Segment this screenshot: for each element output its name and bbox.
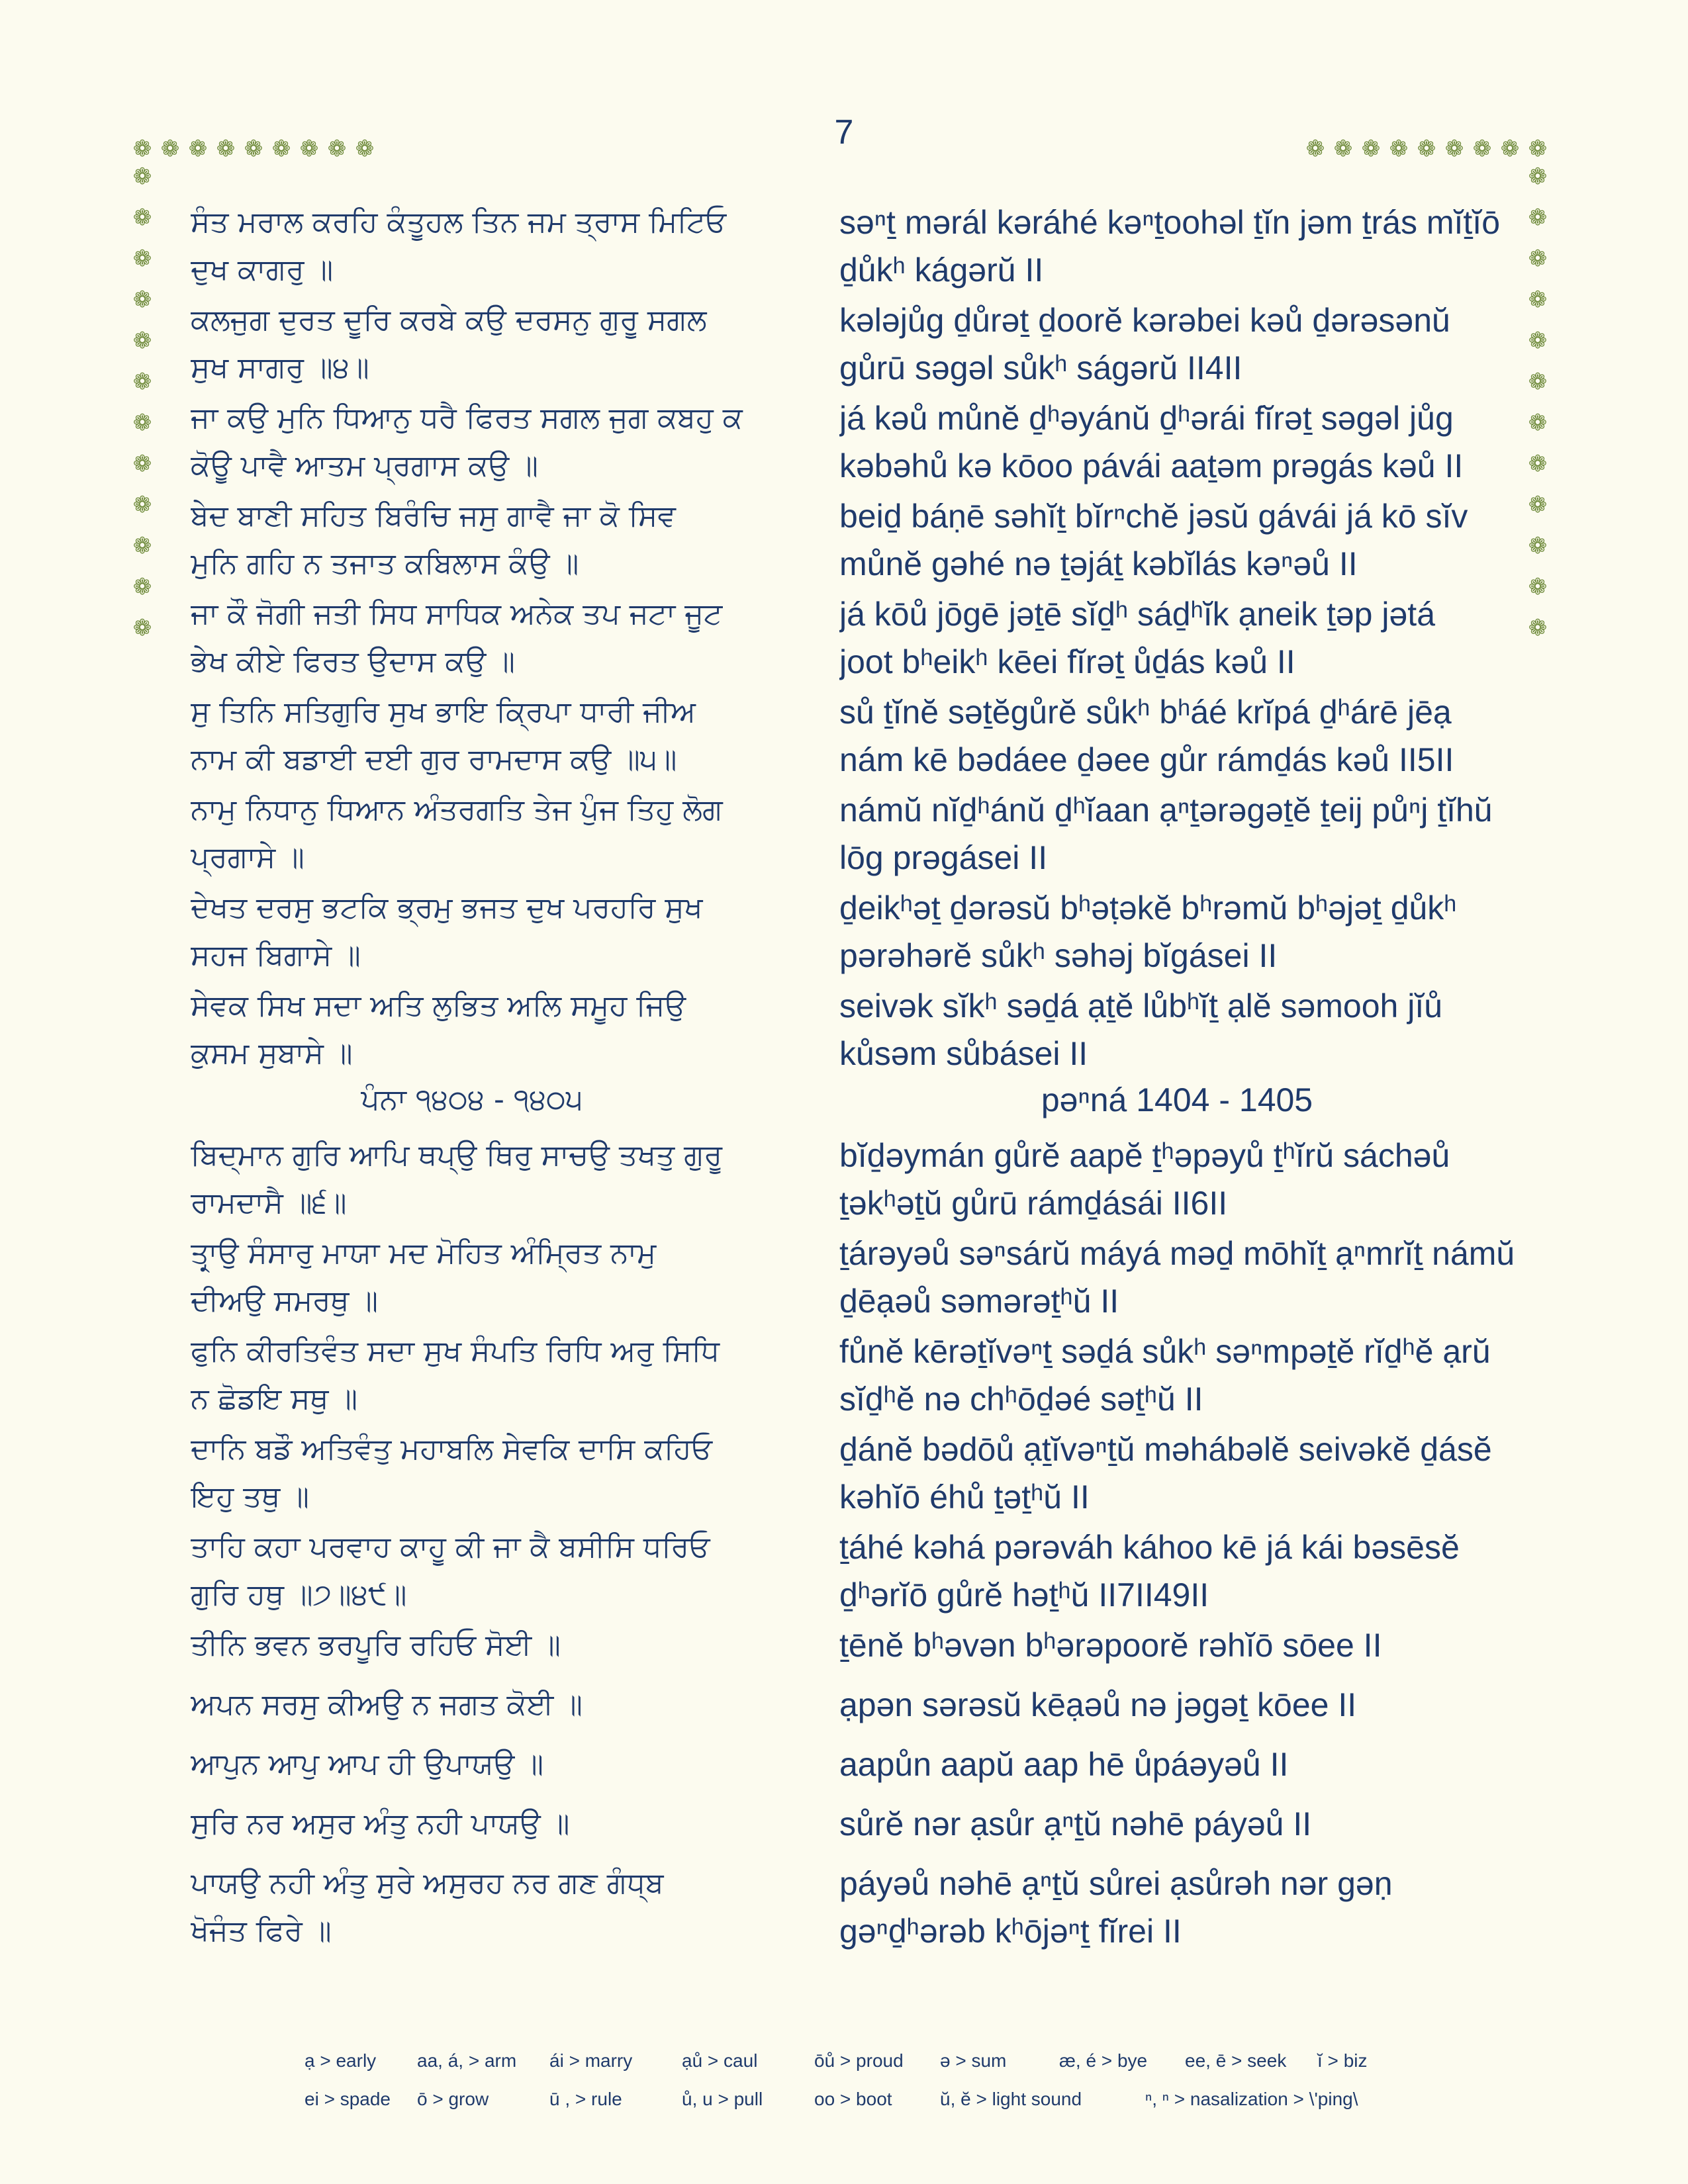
transliteration-line: kůsəm sůbásei II — [839, 1035, 1088, 1072]
gurmukhi-line: ਸਹਜ ਬਿਗਾਸੇ ॥ — [191, 938, 361, 972]
transliteration-line: səⁿṯ mərál kəráhé kəⁿṯoohəl ṯĭn jəm ṯrás mĭṯĭō — [839, 204, 1500, 241]
gurmukhi-line: ਨਾਮ ਕੀ ਬਡਾਈ ਦਈ ਗੁਰ ਰਾਮਦਾਸ ਕਉ ॥੫॥ — [191, 743, 677, 776]
transliteration-line: gəⁿḏʰərəb kʰōjəⁿṯ fĭrei II — [839, 1913, 1182, 1950]
gurmukhi-line: ਪਾਯਉ ਨਹੀ ਅੰਤੁ ਸੁਰੇ ਅਸੁਰਹ ਨਰ ਗਣ ਗੰਧ੍ਬ — [191, 1866, 664, 1900]
transliteration-line: námŭ nĭḏʰánŭ ḏʰĭaan ạⁿṯərəgəṯĕ ṯeij půⁿj ṯĭhŭ — [839, 792, 1493, 829]
flower-ornament-icon: ❁ — [132, 451, 152, 477]
transliteration-text — [839, 394, 1515, 490]
legend-item: ạů > caul — [682, 2050, 758, 2071]
verse-block — [191, 1524, 1515, 1619]
transliteration-line: ḏůkʰ kágərŭ II — [839, 251, 1044, 289]
transliteration-line: ṯēnĕ bʰəvən bʰərəpoorĕ rəhĭō sōee II — [839, 1627, 1382, 1664]
verse-block — [191, 1681, 1515, 1729]
flower-ornament-icon: ❁ — [1528, 574, 1548, 600]
verse-block — [191, 1328, 1515, 1423]
gurmukhi-line: ਫੁਨਿ ਕੀਰਤਿਵੰਤ ਸਦਾ ਸੁਖ ਸੰਪਤਿ ਰਿਧਿ ਅਰੁ ਸਿਧਿ — [191, 1334, 720, 1368]
flower-ornament-icon: ❁ — [160, 136, 180, 161]
gurmukhi-line: ਤੀਨਿ ਭਵਨ ਭਰਪੂਰਿ ਰਹਿਓ ਸੋਈ ॥ — [191, 1628, 561, 1662]
gurmukhi-line: ਸੰਤ ਮਰਾਲ ਕਰਹਿ ਕੰਤੂਹਲ ਤਿਨ ਜਮ ਤ੍ਰਾਸ ਮਿਟਿਓ — [191, 205, 727, 239]
flower-ornament-icon: ❁ — [355, 136, 375, 161]
verse-block — [191, 1860, 1515, 1955]
gurmukhi-line: ਬੇਦ ਬਾਣੀ ਸਹਿਤ ਬਿਰੰਚਿ ਜਸੁ ਗਾਵੈ ਜਾ ਕੋ ਸਿਵ — [191, 499, 676, 533]
gurmukhi-text — [191, 1681, 753, 1729]
flower-ornament-icon: ❁ — [132, 287, 152, 312]
gurmukhi-line: ਬਿਦ੍ਮਾਨ ਗੁਰਿ ਆਪਿ ਥਪ੍ਉ ਥਿਰੁ ਸਾਚਉ ਤਖਤੁ ਗੁਰੂ — [191, 1138, 723, 1172]
flower-ornament-icon: ❁ — [1528, 287, 1548, 312]
gurmukhi-text — [191, 1860, 753, 1955]
flower-ornament-icon: ❁ — [1528, 492, 1548, 518]
gurmukhi-text — [191, 1621, 753, 1669]
flower-ornament-icon: ❁ — [1528, 369, 1548, 394]
gurmukhi-line: ਕੋਊ ਪਾਵੈ ਆਤਮ ਪ੍ਰਗਾਸ ਕਉ ॥ — [191, 449, 538, 482]
transliteration-line: páyəů nəhē ạⁿṯŭ sůrei ạsůrəh nər gəṇ — [839, 1865, 1393, 1902]
gurmukhi-line: ਕੁਸਮ ਸੁਬਾਸੇ ॥ — [191, 1036, 353, 1070]
verse-blocks-part-2 — [191, 1132, 1515, 1955]
verse-blocks-part-1 — [191, 199, 1515, 1077]
legend-item: ⁿ, ⁿ > nasalization > \'ping\ — [1145, 2089, 1358, 2109]
verse-block — [191, 1800, 1515, 1848]
page-range-gurmukhi: ਪੰਨਾ ੧੪੦੪ - ੧੪੦੫ — [361, 1083, 583, 1116]
gurmukhi-text — [191, 1741, 753, 1788]
legend-item: ū , > rule — [549, 2089, 622, 2109]
verse-block — [191, 1132, 1515, 1227]
legend-item: ạ > early — [305, 2050, 377, 2071]
legend-item: ů, u > pull — [682, 2089, 763, 2109]
gurmukhi-text — [191, 1230, 753, 1325]
gurmukhi-line: ਨਾਮੁ ਨਿਧਾਨੁ ਧਿਆਨ ਅੰਤਰਗਤਿ ਤੇਜ ਪੁੰਜ ਤਿਹੁ ਲੋਗ — [191, 793, 723, 827]
transliteration-line: joot bʰeikʰ kēei fĭrəṯ ůḏás kəů II — [839, 643, 1295, 680]
transliteration-line: já kōů jōgē jəṯē sĭḏʰ sáḏʰĭk ạneik ṯəp jətá — [839, 596, 1435, 633]
flower-ornament-icon: ❁ — [1528, 615, 1548, 641]
transliteration-text — [839, 199, 1515, 294]
gurmukhi-line: ਇਹੁ ਤਥੁ ॥ — [191, 1480, 309, 1514]
transliteration-text — [839, 1621, 1515, 1669]
transliteration-line: ṯáhé kəhá pərəváh káhoo kē já kái bəsēsĕ — [839, 1529, 1460, 1566]
legend-row-1 — [305, 2042, 1496, 2080]
verse-block — [191, 492, 1515, 588]
legend-row-2 — [305, 2080, 1496, 2118]
flower-ornament-icon: ❁ — [132, 369, 152, 394]
transliteration-text — [839, 884, 1515, 979]
verse-block — [191, 688, 1515, 784]
gurmukhi-text — [191, 1328, 753, 1423]
flower-ornament-icon: ❁ — [327, 136, 347, 161]
transliteration-line: sů ṯĭnĕ səṯĕgůrĕ sůkʰ bʰáé krĭpá ḏʰárē jēạ — [839, 694, 1452, 731]
transliteration-line: bĭḏəymán gůrĕ aapĕ ṯʰəpəyů ṯʰĭrŭ sáchəů — [839, 1137, 1450, 1174]
flower-ornament-icon: ❁ — [1528, 246, 1548, 271]
gurmukhi-line: ਜਾ ਕਉ ਮੁਨਿ ਧਿਆਨੁ ਧਰੈ ਫਿਰਤ ਸਗਲ ਜੁਗ ਕਬਹੁ ਕ — [191, 401, 743, 435]
gurmukhi-line: ਪ੍ਰਗਾਸੇ ॥ — [191, 841, 305, 874]
transliteration-line: seivək sĭkʰ səḏá ạṯĕ lůbʰĭṯ ạlĕ səmooh jĭů — [839, 987, 1443, 1024]
page-number: 7 — [834, 113, 854, 152]
flower-ornament-icon: ❁ — [132, 615, 152, 641]
flower-ornament-icon: ❁ — [132, 205, 152, 230]
legend-item: aa, á, > arm — [417, 2050, 517, 2071]
legend-item: ŭ, ĕ > light sound — [940, 2089, 1082, 2109]
transliteration-text — [839, 1800, 1515, 1848]
flower-ornament-icon: ❁ — [1333, 136, 1353, 161]
transliteration-line: ḏánĕ bədōů ạṯĭvəⁿṯŭ məhábəlĕ seivəkĕ ḏásĕ — [839, 1431, 1492, 1468]
legend-item: ee, ē > seek — [1185, 2050, 1287, 2071]
flower-ornament-icon: ❁ — [1361, 136, 1381, 161]
flower-ornament-icon: ❁ — [1528, 410, 1548, 435]
flower-ornament-icon: ❁ — [132, 533, 152, 559]
transliteration-line: kəhĭō éhů ṯəṯʰŭ II — [839, 1479, 1090, 1516]
flower-ornament-icon: ❁ — [188, 136, 208, 161]
transliteration-text — [839, 982, 1515, 1077]
legend-item: æ, é > bye — [1059, 2050, 1148, 2071]
transliteration-text — [839, 1328, 1515, 1423]
transliteration-line: ạpən sərəsŭ kēạəů nə jəgəṯ kōee II — [839, 1686, 1357, 1723]
flower-ornament-icon: ❁ — [1528, 328, 1548, 353]
flower-ornament-icon: ❁ — [132, 164, 152, 189]
legend-item: ei > spade — [305, 2089, 391, 2109]
gurmukhi-line: ਰਾਮਦਾਸੈ ॥੬॥ — [191, 1186, 347, 1220]
gurmukhi-line: ਕਲਜੁਗ ਦੁਰਤ ਦੂਰਿ ਕਰਬੇ ਕਉ ਦਰਸਨੁ ਗੁਰੂ ਸਗਲ — [191, 303, 707, 337]
transliteration-text — [839, 688, 1515, 784]
flower-ornament-icon: ❁ — [132, 328, 152, 353]
page-range-transliteration: pəⁿná 1404 - 1405 — [1041, 1081, 1313, 1118]
transliteration-text — [839, 1132, 1515, 1227]
transliteration-line: sĭḏʰĕ nə chʰōḏəé səṯʰŭ II — [839, 1381, 1203, 1418]
gurmukhi-line: ਤਾਹਿ ਕਹਾ ਪਰਵਾਹ ਕਾਹੂ ਕੀ ਜਾ ਕੈ ਬਸੀਸਿ ਧਰਿਓ — [191, 1530, 710, 1564]
gurmukhi-line: ਸੁ ਤਿਨਿ ਸਤਿਗੁਰਿ ਸੁਖ ਭਾਇ ਕ੍ਰਿਪਾ ਧਾਰੀ ਜੀਅ — [191, 695, 696, 729]
verse-block — [191, 394, 1515, 490]
gurmukhi-line: ਦੁਖ ਕਾਗਰੁ ॥ — [191, 253, 334, 287]
gurmukhi-line: ਅਪਨ ਸਰਸੁ ਕੀਅਉ ਨ ਜਗਤ ਕੋਈ ॥ — [191, 1688, 583, 1721]
gurmukhi-line: ਦਾਨਿ ਬਡੌ ਅਤਿਵੰਤੁ ਮਹਾਬਲਿ ਸੇਵਕਿ ਦਾਸਿ ਕਹਿਓ — [191, 1432, 713, 1466]
transliteration-line: ḏēạəů səmərəṯʰŭ II — [839, 1283, 1119, 1320]
gurmukhi-line: ਸੁਖ ਸਾਗਰੁ ॥੪॥ — [191, 351, 369, 385]
transliteration-line: ṯárəyəů səⁿsárŭ máyá məḏ mōhĭṯ ạⁿmrĭṯ námŭ — [839, 1235, 1515, 1272]
gurmukhi-line: ਸੇਵਕ ਸਿਖ ਸਦਾ ਅਤਿ ਲੁਭਿਤ ਅਲਿ ਸਮੂਹ ਜਿਉ — [191, 989, 686, 1023]
flower-ornament-icon: ❁ — [132, 136, 152, 161]
flower-ornament-icon: ❁ — [216, 136, 236, 161]
pronunciation-legend — [305, 2042, 1496, 2118]
transliteration-text — [839, 1741, 1515, 1788]
legend-item: ō > grow — [417, 2089, 489, 2109]
transliteration-text — [839, 296, 1515, 392]
gurmukhi-line: ਸੁਰਿ ਨਰ ਅਸੁਰ ਅੰਤੁ ਨਹੀ ਪਾਯਉ ॥ — [191, 1807, 570, 1841]
gurmukhi-line: ਦੀਅਉ ਸਮਰਥੁ ॥ — [191, 1284, 379, 1318]
flower-ornament-icon: ❁ — [1472, 136, 1492, 161]
gurmukhi-text — [191, 492, 753, 588]
flower-ornament-icon: ❁ — [1528, 205, 1548, 230]
transliteration-text — [839, 1426, 1515, 1521]
transliteration-line: kələjůg ḏůrəṯ ḏoorĕ kərəbei kəů ḏərəsənŭ — [839, 302, 1450, 339]
transliteration-line: fůnĕ kērəṯĭvəⁿṯ səḏá sůkʰ səⁿmpəṯĕ rĭḏʰĕ ạrŭ — [839, 1333, 1491, 1370]
verse-block — [191, 1230, 1515, 1325]
gurmukhi-line: ਮੁਨਿ ਗਹਿ ਨ ਤਜਾਤ ਕਬਿਲਾਸ ਕੰਉ ॥ — [191, 547, 579, 580]
flower-ornament-icon: ❁ — [1444, 136, 1464, 161]
verse-block — [191, 786, 1515, 882]
gurmukhi-text — [191, 590, 753, 686]
flower-ornament-icon: ❁ — [1528, 533, 1548, 559]
flower-ornament-icon: ❁ — [1389, 136, 1409, 161]
flower-ornament-icon: ❁ — [1417, 136, 1436, 161]
gurmukhi-line: ਤਾਰ੍ਉ ਸੰਸਾਰੁ ਮਾਯਾ ਮਦ ਮੋਹਿਤ ਅੰਮ੍ਰਿਤ ਨਾਮੁ — [191, 1236, 657, 1270]
legend-item: oo > boot — [814, 2089, 892, 2109]
gurmukhi-line: ਗੁਰਿ ਹਥੁ ॥੭॥੪੯॥ — [191, 1578, 407, 1612]
gurmukhi-text — [191, 1800, 753, 1848]
gurmukhi-text — [191, 1426, 753, 1521]
verse-content — [191, 199, 1515, 1955]
verse-block — [191, 199, 1515, 294]
transliteration-line: lōg prəgásei II — [839, 839, 1048, 876]
transliteration-line: beiḏ báṇē səhĭṯ bĭrⁿchĕ jəsŭ gávái já kō sĭv — [839, 498, 1468, 535]
verse-block — [191, 590, 1515, 686]
transliteration-line: sůrĕ nər ạsůr ạⁿṯŭ nəhē páyəů II — [839, 1805, 1312, 1843]
transliteration-line: můnĕ gəhé nə ṯəjáṯ kəbĭlás kəⁿəů II — [839, 545, 1358, 582]
transliteration-line: ḏeikʰəṯ ḏərəsŭ bʰəṭəkĕ bʰrəmŭ bʰəjəṯ ḏůkʰ — [839, 889, 1457, 927]
flower-ornament-icon: ❁ — [299, 136, 319, 161]
legend-item: ái > marry — [549, 2050, 633, 2071]
flower-ornament-icon: ❁ — [1500, 136, 1520, 161]
verse-block — [191, 1741, 1515, 1788]
flower-ornament-icon: ❁ — [132, 574, 152, 600]
gurmukhi-text — [191, 786, 753, 882]
transliteration-text — [839, 1524, 1515, 1619]
transliteration-text — [839, 786, 1515, 882]
gurmukhi-line: ਆਪੁਨ ਆਪੁ ਆਪ ਹੀ ਉਪਾਯਉ ॥ — [191, 1747, 543, 1781]
flower-ornament-icon: ❁ — [132, 246, 152, 271]
gurmukhi-line: ਖੋਜੰਤ ਫਿਰੇ ॥ — [191, 1914, 332, 1948]
flower-ornament-icon: ❁ — [244, 136, 263, 161]
transliteration-text — [839, 590, 1515, 686]
transliteration-line: aapůn aapŭ aap hē ůpáəyəů II — [839, 1746, 1289, 1783]
transliteration-line: nám kē bədáee ḏəee gůr rámḏás kəů II5II — [839, 741, 1454, 778]
flower-ornament-icon: ❁ — [1528, 136, 1548, 161]
legend-item: ĭ > biz — [1317, 2050, 1368, 2071]
verse-block — [191, 1621, 1515, 1669]
transliteration-text — [839, 492, 1515, 588]
transliteration-line: gůrū səgəl sůkʰ ságərŭ II4II — [839, 349, 1243, 387]
gurmukhi-text — [191, 199, 753, 294]
gurmukhi-line: ਦੇਖਤ ਦਰਸੁ ਭਟਕਿ ਭ੍ਰਮੁ ਭਜਤ ਦੁਖ ਪਰਹਰਿ ਸੁਖ — [191, 891, 703, 925]
verse-block — [191, 296, 1515, 392]
legend-item: ə > sum — [940, 2050, 1007, 2071]
gurmukhi-text — [191, 1524, 753, 1619]
transliteration-line: pərəhərĕ sůkʰ səhəj bĭgásei II — [839, 937, 1278, 974]
flower-ornament-icon: ❁ — [1528, 451, 1548, 477]
gurmukhi-text — [191, 982, 753, 1077]
flower-ornament-icon: ❁ — [132, 410, 152, 435]
legend-item: ōů > proud — [814, 2050, 904, 2071]
gurmukhi-text — [191, 688, 753, 784]
gurmukhi-line: ਭੇਖ ਕੀਏ ਫਿਰਤ ਉਦਾਸ ਕਉ ॥ — [191, 645, 515, 678]
verse-block — [191, 884, 1515, 979]
flower-ornament-icon: ❁ — [1528, 164, 1548, 189]
gurmukhi-text — [191, 884, 753, 979]
gurmukhi-text — [191, 1132, 753, 1227]
flower-ornament-icon: ❁ — [1305, 136, 1325, 161]
page-range-row — [191, 1080, 1515, 1120]
verse-block — [191, 982, 1515, 1077]
flower-ornament-icon: ❁ — [132, 492, 152, 518]
gurmukhi-line: ਜਾ ਕੌ ਜੋਗੀ ਜਤੀ ਸਿਧ ਸਾਧਿਕ ਅਨੇਕ ਤਪ ਜਟਾ ਜੂਟ — [191, 597, 723, 631]
transliteration-line: ḏʰərĭō gůrĕ həṯʰŭ II7II49II — [839, 1576, 1209, 1614]
transliteration-text — [839, 1681, 1515, 1729]
transliteration-line: ṯəkʰəṯŭ gůrū rámḏásái II6II — [839, 1185, 1228, 1222]
transliteration-line: já kəů můnĕ ḏʰəyánŭ ḏʰərái fĭrəṯ səgəl jůg — [839, 400, 1454, 437]
transliteration-text — [839, 1230, 1515, 1325]
verse-block — [191, 1426, 1515, 1521]
gurmukhi-text — [191, 394, 753, 490]
gurmukhi-line: ਨ ਛੋਡਇ ਸਥੁ ॥ — [191, 1382, 358, 1416]
flower-ornament-icon: ❁ — [271, 136, 291, 161]
transliteration-line: kəbəhů kə kōoo pávái aaṯəm prəgás kəů II — [839, 447, 1464, 484]
transliteration-text — [839, 1860, 1515, 1955]
gurmukhi-text — [191, 296, 753, 392]
